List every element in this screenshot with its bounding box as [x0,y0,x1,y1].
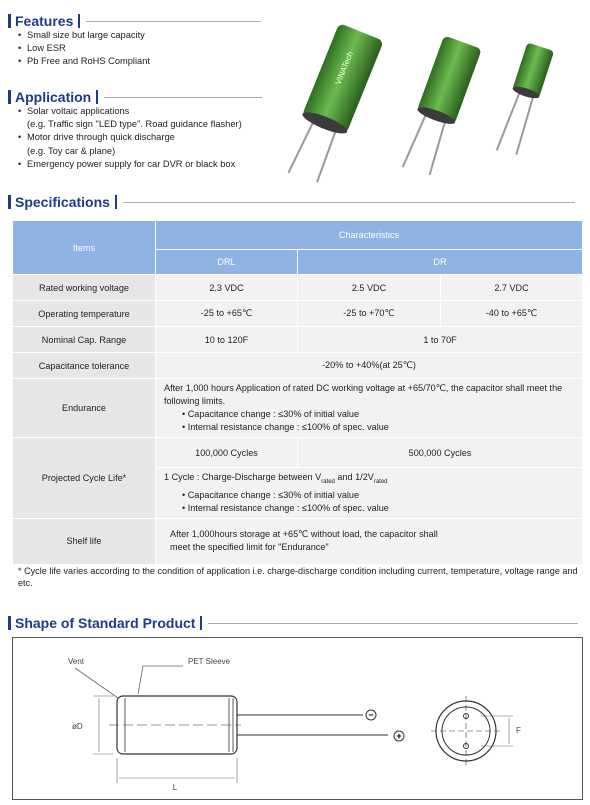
cell: -20% to +40%(at 25℃) [156,353,583,379]
row-label: Rated working voltage [13,275,156,301]
application-heading [8,89,262,105]
cell: 10 to 120F [156,327,298,353]
endurance-cell [156,379,583,438]
plus-label: + [396,731,402,741]
cell: 2.7 VDC [441,275,583,301]
specifications-heading [8,194,575,210]
table-row [13,275,583,301]
minus-label: − [368,710,374,720]
capacitor-medium [397,35,482,178]
shelf-line: meet the specified limit for "Endurance" [170,542,329,553]
shelf-cell [156,518,583,564]
length-label: L [172,783,178,792]
row-label: Nominal Cap. Range [13,327,156,353]
specifications-title: Specifications [15,194,110,210]
features-title: Features [15,13,74,29]
vent-label: Vent [68,657,85,666]
table-row [13,518,583,564]
header-dr: DR [298,250,583,275]
product-image [280,8,580,188]
list-item: • Internal resistance change : ≤100% of spec. value [164,421,574,434]
list-item: • Pb Free and RoHS Compliant [18,55,150,68]
row-label: Operating temperature [13,301,156,327]
list-item: • Motor drive through quick discharge [18,131,242,144]
application-list [18,105,242,171]
cell: 2.3 VDC [156,275,298,301]
list-item: • Emergency power supply for car DVR or black box [18,158,242,171]
row-label: Endurance [13,379,156,438]
features-list [18,29,150,69]
specifications-table [12,220,583,565]
shelf-line: After 1,000hours storage at +65℃ without load, the capacitor shall [170,529,438,540]
cycle-text: 1 Cycle : Charge-Discharge between $V_{rated}$ and $1/2V_{rated}$ [164,472,388,485]
table-row [13,301,583,327]
cell: 1 to 70F [298,327,583,353]
cell: 2.5 VDC [298,275,441,301]
pitch-label: F [516,726,521,735]
header-items: Items [13,221,156,275]
list-item: • Low ESR [18,42,150,55]
row-label: Capacitance tolerance [13,353,156,379]
list-item: • Solar voltaic applications [18,105,242,118]
cell: -40 to +65℃ [441,301,583,327]
svg-text:VINATech: VINATech [333,50,355,87]
table-row [13,379,583,438]
list-item: • Internal resistance change : ≤100% of spec. value [164,502,574,515]
list-item: • Small size but large capacity [18,29,150,42]
cell: -25 to +70℃ [298,301,441,327]
row-label: Shelf life [13,518,156,564]
list-item: (e.g. Traffic sign "LED type". Road guidance flasher) [27,119,242,130]
shape-title: Shape of Standard Product [15,615,196,631]
table-row [13,438,583,468]
diameter-label: øD [72,722,83,731]
application-title: Application [15,89,92,105]
features-heading [8,13,261,29]
table-row [13,353,583,379]
capacitor-body-outline [117,696,237,754]
cell: -25 to +65℃ [156,301,298,327]
cycle-cell [156,468,583,519]
footnote: * Cycle life varies according to the condition of application i.e. charge-discharge condition including current, temperature, voltage range and etc. [18,566,578,588]
cell: 100,000 Cycles [156,438,298,468]
table-row [13,327,583,353]
endurance-text: After 1,000 hours Application of rated DC working voltage at +65/70℃, the capacitor shall meet the following limits. [164,383,563,406]
capacitor-small [493,42,554,157]
capacitor-large [280,23,384,187]
list-item: • Capacitance change : ≤30% of initial value [164,489,574,502]
list-item: • Capacitance change : ≤30% of initial value [164,408,574,421]
shape-drawing-box [12,637,583,800]
cell: 500,000 Cycles [298,438,583,468]
dimension-drawing [13,638,582,799]
header-characteristics: Characteristics [156,221,583,250]
shape-heading [8,615,578,631]
header-drl: DRL [156,250,298,275]
row-label: Projected Cycle Life* [13,438,156,519]
sleeve-label: PET Sleeve [188,657,231,666]
list-item: (e.g. Toy car & plane) [27,145,116,156]
